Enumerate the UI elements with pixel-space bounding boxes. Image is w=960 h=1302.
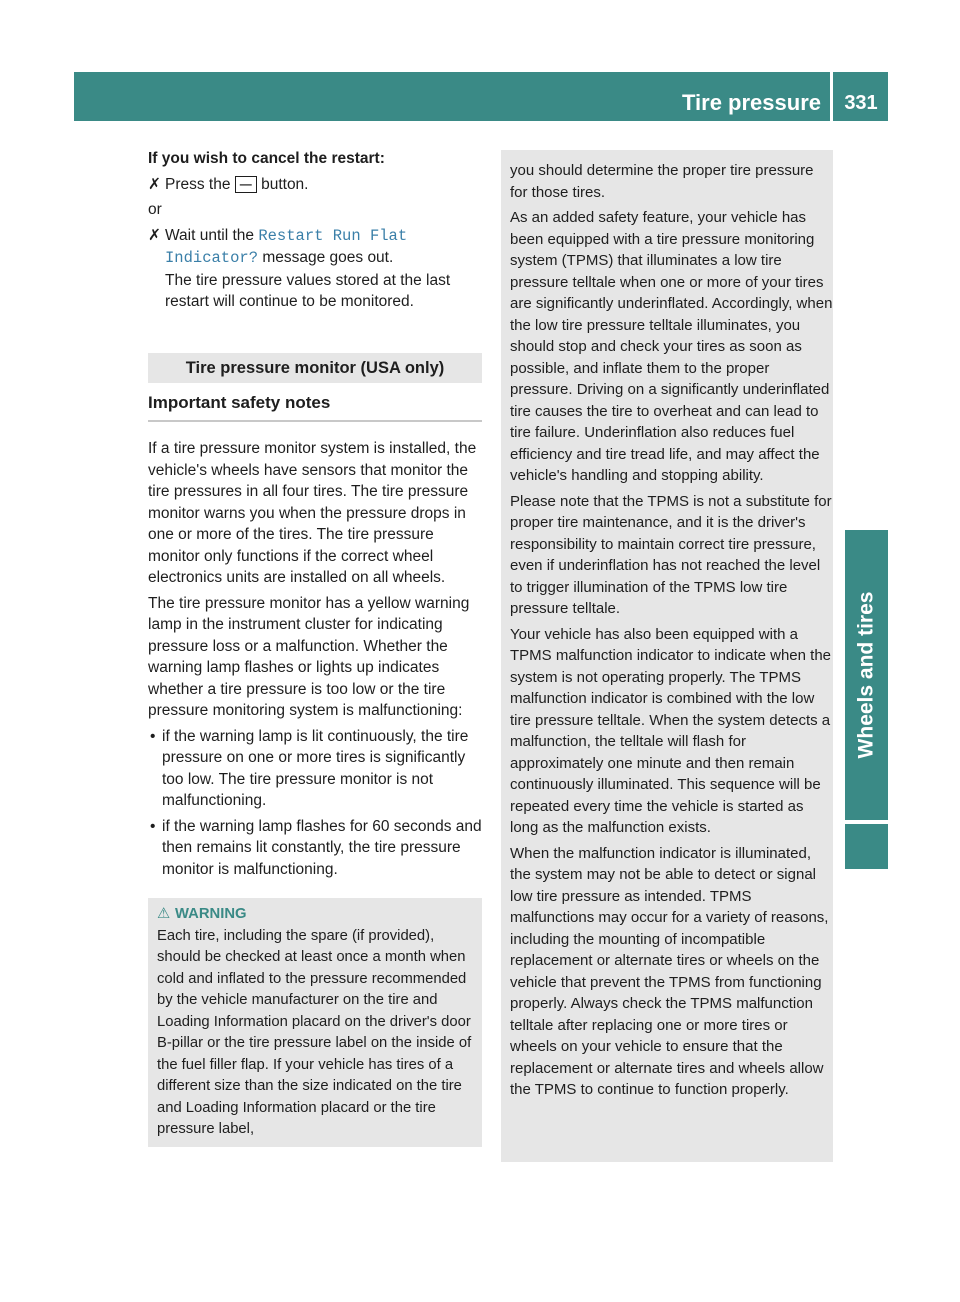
paragraph: As an added safety feature, your vehicle has been equipped with a tire pressure monitoring system (TPMS) that illuminates a low tire pressure telltale when one or more of your tires are significantly underinflated. Accordingly, when the low tire pressure telltale illuminates, you should stop and check your tires as soon as possible, and inflate them to the proper pressure. Driving on a significantly underinflated tire causes the tire to overheat and can lead to tire failure. Underinflation also reduces fuel efficiency and tire tread life, and may affect the vehicle's handling and stopping ability. <box>510 209 833 484</box>
paragraph: When the malfunction indicator is illuminated, the system may not be able to detect or signal low tire pressure as intended. TPMS malfunctions may occur for a variety of reasons, including the mounting of incompatible replacement or alternate tires or wheels on the vehicle that prevent the TPMS from functioning properly. Always check the TPMS malfunction telltale after replacing one or more tires or wheels on your vehicle to ensure that the replacement or alternate tires and wheels allow the TPMS to continue to function properly. <box>510 844 829 1098</box>
step-arrow-icon: ✗ <box>148 226 161 244</box>
section-title: Tire pressure monitor (USA only) <box>148 353 482 383</box>
chapter-tab <box>845 530 888 820</box>
cancel-heading: If you wish to cancel the restart: <box>148 150 385 167</box>
or-text: or <box>148 201 162 218</box>
bullet-icon: • <box>150 727 156 745</box>
step-wait: ✗ Wait until the Restart Run Flat Indicator? message goes out. The tire pressure values stored at the last restart will continue to be monitored. <box>148 226 451 310</box>
list-item: • if the warning lamp flashes for 60 seconds and then remains lit constantly, the tire pressure monitor is malfunctioning. <box>150 817 482 878</box>
warning-box <box>148 898 482 1147</box>
step-wait-note: The tire pressure values stored at the last restart will continue to be monitored. <box>165 271 451 310</box>
list-item: • if the warning lamp is lit continuously, the tire pressure on one or more tires is significantly too low. The tire pressure monitor is not malfunctioning. <box>150 727 469 809</box>
paragraph: you should determine the proper tire pressure for those tires. <box>510 162 814 201</box>
paragraph: Please note that the TPMS is not a substitute for proper tire maintenance, and it is the driver's responsibility to maintain correct tire pressure, even if underinflation has not reached the level to trigger illumination of the TPMS low tire pressure telltale. <box>510 492 832 617</box>
chapter-tab-marker <box>845 824 888 869</box>
chapter-tab-label: Wheels and tires <box>854 591 878 759</box>
step-arrow-icon: ✗ <box>148 175 161 193</box>
warning-text: Each tire, including the spare (if provided), should be checked at least once a month when cold and inflated to the pressure recommended by the vehicle manufacturer on the tire and Loading Information placard on the driver's door B-pillar or the tire pressure label on the inside of the fuel filler flap. If your vehicle has tires of a different size than the size indicated on the tire and Loading Information placard or the tire pressure label, <box>157 927 472 1137</box>
display-message: Restart Run Flat Indicator? <box>165 226 408 267</box>
right-column-warning-continued <box>501 150 833 1162</box>
paragraph: If a tire pressure monitor system is installed, the vehicle's wheels have sensors that monitor the tire pressures in all four tires. The tire pressure monitor warns you when the pressure drops in one or more of the tires. The tire pressure monitor only functions if the correct wheel electronics units are installed on all wheels. <box>148 440 477 586</box>
left-column <box>148 148 482 1147</box>
subheading: Important safety notes <box>148 392 482 423</box>
bullet-icon: • <box>150 817 156 835</box>
paragraph: The tire pressure monitor has a yellow warning lamp in the instrument cluster for indicating pressure loss or a malfunction. Whether the warning lamp flashes or lights up indicates whether a tire pressure is too low or the tire pressure monitoring system is malfunctioning: <box>148 594 470 719</box>
minus-button-icon: — <box>235 176 257 193</box>
page-number: 331 <box>844 92 878 114</box>
step-press-button: ✗ Press the — button. <box>148 174 482 196</box>
page-title: Tire pressure <box>681 90 821 115</box>
header-divider <box>830 72 833 121</box>
warning-triangle-icon: ⚠ <box>157 906 171 922</box>
warning-title: WARNING <box>175 906 247 922</box>
paragraph: Your vehicle has also been equipped with a TPMS malfunction indicator to indicate when the system is not operating properly. The TPMS malfunction indicator is combined with the low tire pressure telltale. When the system detects a malfunction, the telltale will flash for approximately one minute and then remain continuously illuminated. This sequence will be repeated every time the vehicle is started as long as the malfunction exists. <box>510 625 831 836</box>
